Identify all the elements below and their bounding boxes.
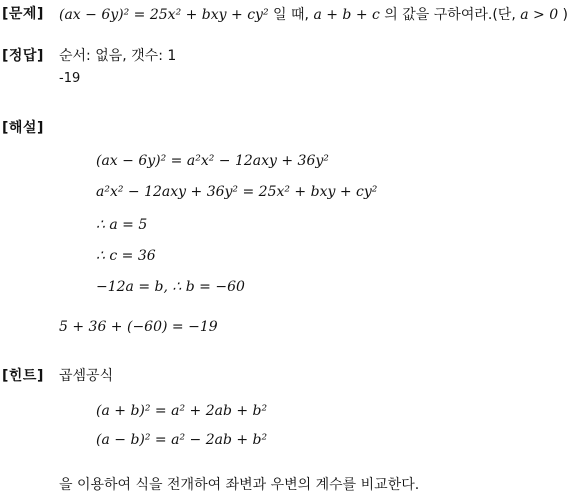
solution-line-4: ∴ c = 36 — [96, 248, 156, 264]
solution-line-1: (ax − 6y)² = a²x² − 12axy + 36y² — [96, 153, 329, 169]
problem-expression: a + b + c — [313, 7, 380, 23]
answer-value: -19 — [59, 71, 81, 86]
hint-text: 을 이용하여 식을 전개하여 좌변과 우변의 계수를 비교한다. — [59, 477, 420, 493]
solution-label: [해설] — [2, 120, 44, 136]
hint-formula-1: (a + b)² = a² + 2ab + b² — [96, 403, 268, 419]
problem-label: [문제] — [2, 6, 44, 22]
solution-line-2: a²x² − 12axy + 36y² = 25x² + bxy + cy² — [96, 184, 378, 200]
solution-result: 5 + 36 + (−60) = −19 — [59, 319, 218, 335]
solution-line-5: −12a = b, ∴ b = −60 — [96, 279, 245, 295]
answer-meta: 순서: 없음, 갯수: 1 — [59, 48, 177, 64]
problem-text-1: 일 때, — [268, 7, 314, 23]
hint-formula-2: (a − b)² = a² − 2ab + b² — [96, 432, 268, 448]
hint-label: [힌트] — [2, 368, 44, 384]
problem-text-3: ) — [558, 7, 569, 23]
problem-equation: (ax − 6y)² = 25x² + bxy + cy² — [59, 7, 269, 23]
problem-condition: a > 0 — [520, 7, 559, 23]
solution-line-3: ∴ a = 5 — [96, 217, 148, 233]
answer-label: [정답] — [2, 48, 44, 64]
problem-text-2: 의 값을 구하여라.(단, — [379, 7, 521, 23]
problem-statement — [59, 4, 568, 24]
hint-title: 곱셈공식 — [59, 368, 114, 384]
